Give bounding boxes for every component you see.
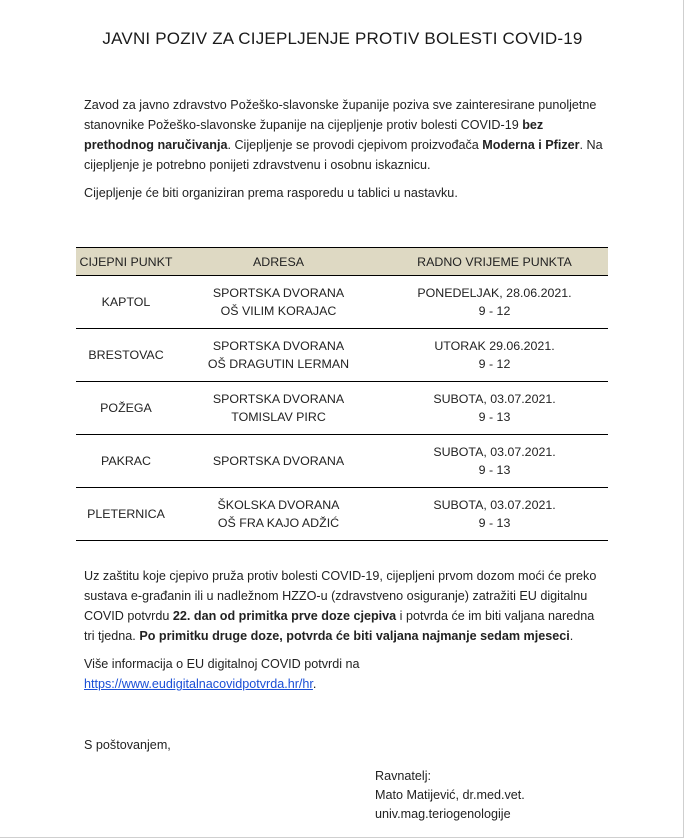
row-address	[176, 488, 381, 541]
table-row	[76, 382, 608, 435]
closing-greeting: S poštovanjem,	[84, 738, 171, 752]
row-time: 9 - 12	[478, 304, 511, 318]
header-location: CIJEPNI PUNKT	[76, 248, 176, 276]
row-date: SUBOTA, 03.07.2021.	[433, 392, 556, 406]
row-location: POŽEGA	[76, 382, 176, 435]
intro-text-1: Zavod za javno zdravstvo Požeško-slavonske županije poziva sve zainteresirane punoljetne stanovnike Požeško-slavonske županije na cijepljenje protiv bolesti COVID-19	[84, 98, 597, 132]
row-address	[176, 329, 381, 382]
row-date: PONEDELJAK, 28.06.2021.	[417, 286, 572, 300]
certificate-text-1: Uz zaštitu koje cjepivo pruža protiv bolesti COVID-19, cijepljeni prvom dozom moći će preko sustava e-građanin ili u nadležnom HZZO-u (zdravstveno osiguranje) zatražiti EU digitalnu COVID potvrdu	[84, 569, 597, 623]
row-time: 9 - 13	[478, 463, 511, 477]
row-location: KAPTOL	[76, 276, 176, 329]
signature-title: univ.mag.teriogenologije	[375, 807, 511, 821]
row-address	[176, 382, 381, 435]
table-row	[76, 329, 608, 382]
address-line-2: OŠ FRA KAJO ADŽIĆ	[217, 516, 340, 530]
certificate-bold-second-dose: Po primitku druge doze, potvrda će biti valjana najmanje sedam mjeseci	[139, 629, 570, 643]
row-hours	[381, 276, 608, 329]
intro-text-2: . Cijepljenje se provodi cjepivom proizvođača	[227, 138, 483, 152]
header-hours: RADNO VRIJEME PUNKTA	[381, 248, 608, 276]
certificate-bold-first-dose: 22. dan od primitka prve doze cjepiva	[172, 609, 397, 623]
header-address: ADRESA	[176, 248, 381, 276]
certificate-paragraph	[84, 566, 604, 646]
row-address	[176, 435, 381, 488]
row-hours	[381, 488, 608, 541]
row-time: 9 - 13	[478, 410, 511, 424]
row-date: UTORAK 29.06.2021.	[434, 339, 555, 353]
row-location: PAKRAC	[76, 435, 176, 488]
address-line-2: OŠ VILIM KORAJAC	[220, 304, 337, 318]
more-info-text: Više informacija o EU digitalnoj COVID potvrdi na	[84, 657, 360, 671]
row-location: BRESTOVAC	[76, 329, 176, 382]
table-row	[76, 488, 608, 541]
address-line-1: ŠKOLSKA DVORANA	[217, 498, 340, 512]
signature-block	[375, 767, 525, 824]
row-date: SUBOTA, 03.07.2021.	[433, 445, 556, 459]
address-line-2: TOMISLAV PIRC	[231, 410, 326, 424]
vaccination-schedule-table	[76, 247, 608, 541]
eu-certificate-link[interactable]: https://www.eudigitalnacovidpotvrda.hr/hr	[84, 677, 313, 691]
certificate-text-2: i potvrda će im biti valjana naredna tri tjedna.	[84, 609, 595, 643]
table-row	[76, 276, 608, 329]
intro-paragraph	[84, 95, 604, 175]
certificate-text-3: .	[569, 629, 574, 643]
document-title: JAVNI POZIV ZA CIJEPLJENJE PROTIV BOLESTI COVID-19	[102, 29, 583, 48]
signature-name: Mato Matijević, dr.med.vet.	[375, 788, 525, 802]
intro-bold-no-appointment: bez prethodnog naručivanja	[84, 118, 544, 152]
row-hours	[381, 382, 608, 435]
intro-text-3: . Na cijepljenje je potrebno ponijeti zdravstvenu i osobnu iskaznicu.	[84, 138, 603, 172]
address-line-1: SPORTSKA DVORANA	[212, 392, 345, 406]
row-date: SUBOTA, 03.07.2021.	[433, 498, 556, 512]
address-line-1: SPORTSKA DVORANA	[212, 454, 345, 468]
row-hours	[381, 435, 608, 488]
row-address	[176, 276, 381, 329]
table-row	[76, 435, 608, 488]
row-time: 9 - 13	[478, 516, 511, 530]
schedule-note: Cijepljenje će biti organiziran prema rasporedu u tablici u nastavku.	[84, 186, 458, 200]
signature-role: Ravnatelj:	[375, 769, 432, 783]
row-hours	[381, 329, 608, 382]
address-line-2: OŠ DRAGUTIN LERMAN	[207, 357, 350, 371]
address-line-1: SPORTSKA DVORANA	[212, 339, 345, 353]
address-line-1: SPORTSKA DVORANA	[212, 286, 345, 300]
more-info-paragraph	[84, 654, 604, 694]
more-info-period: .	[312, 677, 317, 691]
row-location: PLETERNICA	[76, 488, 176, 541]
intro-bold-vaccines: Moderna i Pfizer	[482, 138, 580, 152]
row-time: 9 - 12	[478, 357, 511, 371]
table-header-row	[76, 248, 608, 276]
